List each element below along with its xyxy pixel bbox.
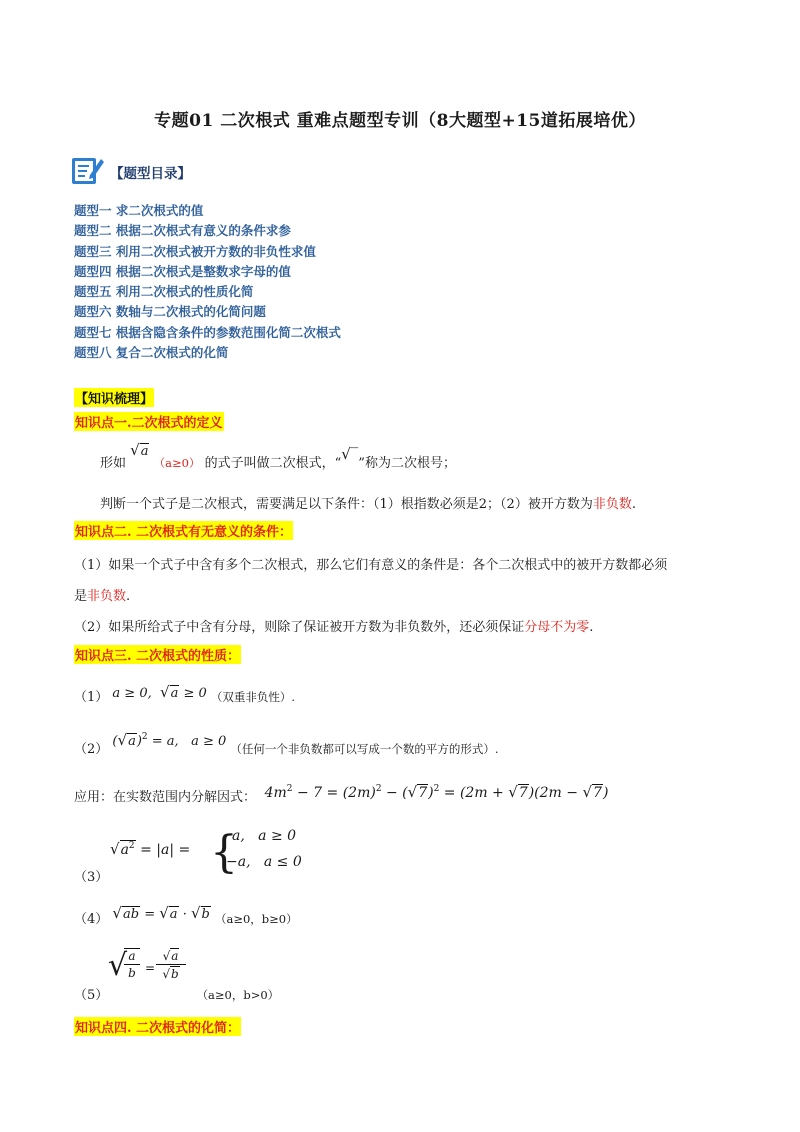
point1-line2-pre: 判断一个式子是二次根式，需要满足以下条件：（1）根指数必须是2；（2）被开方数为: [100, 497, 593, 512]
point3-title: 知识点三. 二次根式的性质：: [74, 645, 241, 664]
property-3-formula: $√a^2 = |a|$ = { a, a ≥ 0 −a, a ≤ 0: [110, 827, 302, 878]
point1-line2-end: .: [631, 497, 636, 512]
point1-line2-red: 非负数: [592, 497, 632, 512]
radical-sign: √‾: [341, 445, 359, 463]
property-1-note: （双重非负性）.: [210, 690, 296, 704]
point2-line2-pre: 是: [74, 589, 88, 604]
toc-item-8[interactable]: 题型八 复合二次根式的化简: [74, 345, 229, 361]
property-1-formula: a ≥ 0, √a ≥ 0: [112, 683, 207, 701]
point2-line1: （1）如果一个式子中含有多个二次根式，那么它们有意义的条件是：各个二次根式中的被开方数都必须: [74, 558, 668, 573]
point2-line2-end: .: [126, 589, 131, 604]
sqrt-a-formula: √a: [130, 441, 149, 459]
point2-line2-red: 非负数: [87, 589, 127, 604]
property-4: [74, 904, 298, 927]
point1-line1-pre: 形如: [100, 456, 127, 471]
property-5-formula: √ a b = √a √b: [108, 946, 188, 996]
property-2-num: （2）: [74, 742, 109, 757]
point1-line1-mid: 的式子叫做二次根式，“: [204, 456, 342, 471]
point1-condition: （a≥0）: [153, 456, 201, 470]
toc-title: 【题型目录】: [110, 166, 191, 182]
toc-header: [70, 152, 191, 188]
point1-line1: [100, 441, 456, 471]
point2-line3-pre: （2）如果所给式子中含有分母，则除了保证被开方数为非负数外，还必须保证: [74, 620, 525, 635]
notebook-pen-icon: [70, 153, 104, 187]
page-title: 专题01 二次根式 重难点题型专训（8大题型+15道拓展培优）: [154, 111, 646, 131]
property-5-cond: （a≥0，b>0）: [196, 988, 280, 1002]
property-4-num: （4）: [74, 912, 109, 927]
toc-item-3[interactable]: 题型三 利用二次根式被开方数的非负性求值: [74, 243, 316, 259]
property-2-note: （任何一个非负数都可以写成一个数的平方的形式）.: [230, 742, 499, 756]
property-1-num: （1）: [74, 690, 109, 705]
application-line: [74, 783, 609, 805]
point2-line3-end: .: [589, 620, 594, 635]
point1-line1-post: ”称为二次根号；: [358, 456, 456, 471]
point1-line2: [100, 493, 636, 512]
property-4-formula: √ab = √a · √b: [112, 904, 210, 922]
point2-line3-red: 分母不为零: [524, 620, 590, 635]
property-2-formula: $(√a)^2 = a$, a ≥ 0: [112, 731, 227, 749]
application-label: 应用：在实数范围内分解因式：: [74, 790, 257, 805]
property-2: [74, 731, 499, 757]
point4-title: 知识点四. 二次根式的化简：: [74, 1017, 241, 1036]
point1-title: 知识点一.二次根式的定义: [74, 412, 224, 431]
toc-item-6[interactable]: 题型六 数轴与二次根式的化简问题: [74, 304, 266, 320]
toc-item-4[interactable]: 题型四 根据二次根式是整数求字母的值: [74, 263, 291, 279]
toc-item-2[interactable]: 题型二 根据二次根式有意义的条件求参: [74, 223, 291, 239]
toc-item-7[interactable]: 题型七 根据含隐含条件的参数范围化简二次根式: [74, 324, 341, 340]
property-1: [74, 683, 296, 705]
knowledge-heading: 【知识梳理】: [74, 388, 154, 407]
toc-item-5[interactable]: 题型五 利用二次根式的性质化简: [74, 284, 254, 300]
property-5-num: （5）: [74, 988, 109, 1003]
property-5: [74, 984, 279, 1003]
point2-line3: [74, 616, 593, 635]
toc-list: [74, 201, 341, 363]
point2-line2: [74, 585, 130, 604]
property-4-cond: （a≥0，b≥0）: [215, 912, 298, 926]
property-3-num: （3）: [74, 870, 109, 885]
factorization-formula: $4m^2 - 7 = (2m)^2 - (√7)^2 = (2m + √7)(2m - √7)$: [260, 783, 609, 801]
toc-item-1[interactable]: 题型一 求二次根式的值: [74, 203, 204, 218]
point2-title: 知识点二. 二次根式有无意义的条件：: [74, 521, 293, 540]
